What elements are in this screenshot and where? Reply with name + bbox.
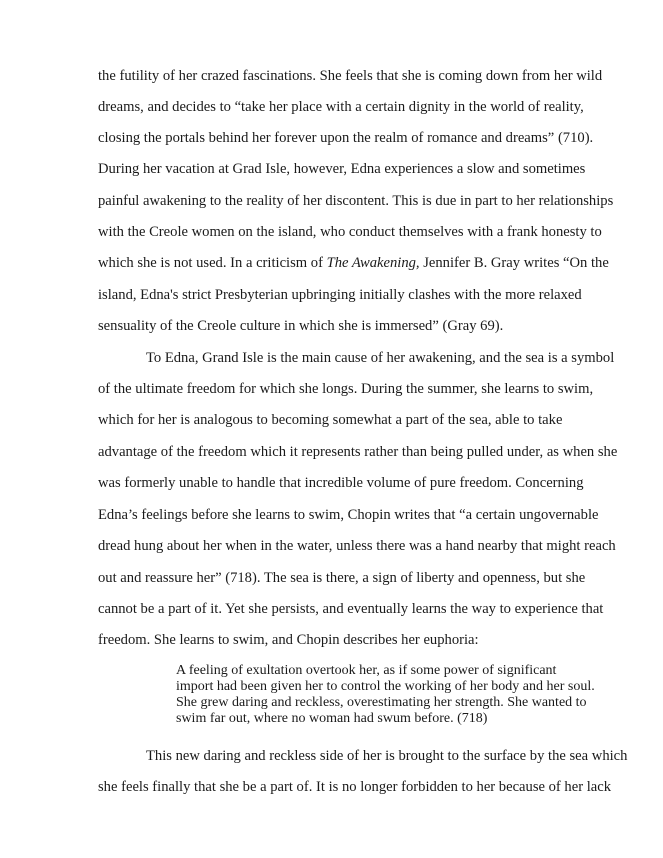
body-text-line: was formerly unable to handle that incredible volume of pure freedom. Concerning xyxy=(98,475,584,491)
body-text-line: dreams, and decides to “take her place with a certain dignity in the world of reality, xyxy=(98,99,584,115)
body-text-line: This new daring and reckless side of her is brought to the surface by the sea which xyxy=(146,748,628,764)
body-text-segment: which she is not used. In a criticism of xyxy=(98,255,327,271)
body-text-line: out and reassure her” (718). The sea is there, a sign of liberty and openness, but she xyxy=(98,570,586,586)
body-text-line: she feels finally that she be a part of. It is no longer forbidden to her because of her lack xyxy=(98,779,612,795)
body-text-line: During her vacation at Grad Isle, however, Edna experiences a slow and sometimes xyxy=(98,161,586,177)
body-text-line: freedom. She learns to swim, and Chopin describes her euphoria: xyxy=(98,632,479,648)
body-text-line: the futility of her crazed fascinations. She feels that she is coming down from her wild xyxy=(98,68,603,84)
quote-line: A feeling of exultation overtook her, as if some power of significant xyxy=(176,663,557,678)
body-text-line: To Edna, Grand Isle is the main cause of her awakening, and the sea is a symbol xyxy=(146,350,615,366)
body-text-line: which for her is analogous to becoming somewhat a part of the sea, able to take xyxy=(98,412,563,428)
body-text-line: painful awakening to the reality of her discontent. This is due in part to her relationships xyxy=(98,193,614,209)
block-quote xyxy=(176,663,595,727)
body-text-line: dread hung about her when in the water, unless there was a hand nearby that might reach xyxy=(98,538,616,554)
body-text-line: closing the portals behind her forever upon the realm of romance and dreams” (710). xyxy=(98,130,594,146)
body-text-line: advantage of the freedom which it represents rather than being pulled under, as when she xyxy=(98,444,618,460)
body-text-segment: Jennifer B. Gray writes “On the xyxy=(419,255,609,271)
body-text-line xyxy=(98,255,609,272)
book-title: The Awakening, xyxy=(326,255,420,271)
quote-line: swim far out, where no woman had swum before. (718) xyxy=(176,711,488,726)
body-text-line: cannot be a part of it. Yet she persists, and eventually learns the way to experience that xyxy=(98,601,604,617)
body-text-line: Edna’s feelings before she learns to swim, Chopin writes that “a certain ungovernable xyxy=(98,507,599,523)
body-text-line: of the ultimate freedom for which she longs. During the summer, she learns to swim, xyxy=(98,381,594,397)
body-text-line: with the Creole women on the island, who conduct themselves with a frank honesty to xyxy=(98,224,602,240)
body-text-line: island, Edna's strict Presbyterian upbringing initially clashes with the more relaxed xyxy=(98,287,582,303)
quote-line: She grew daring and reckless, overestimating her strength. She wanted to xyxy=(176,695,587,710)
quote-line: import had been given her to control the working of her body and her soul. xyxy=(176,679,595,694)
body-text-line: sensuality of the Creole culture in which she is immersed” (Gray 69). xyxy=(98,318,504,334)
